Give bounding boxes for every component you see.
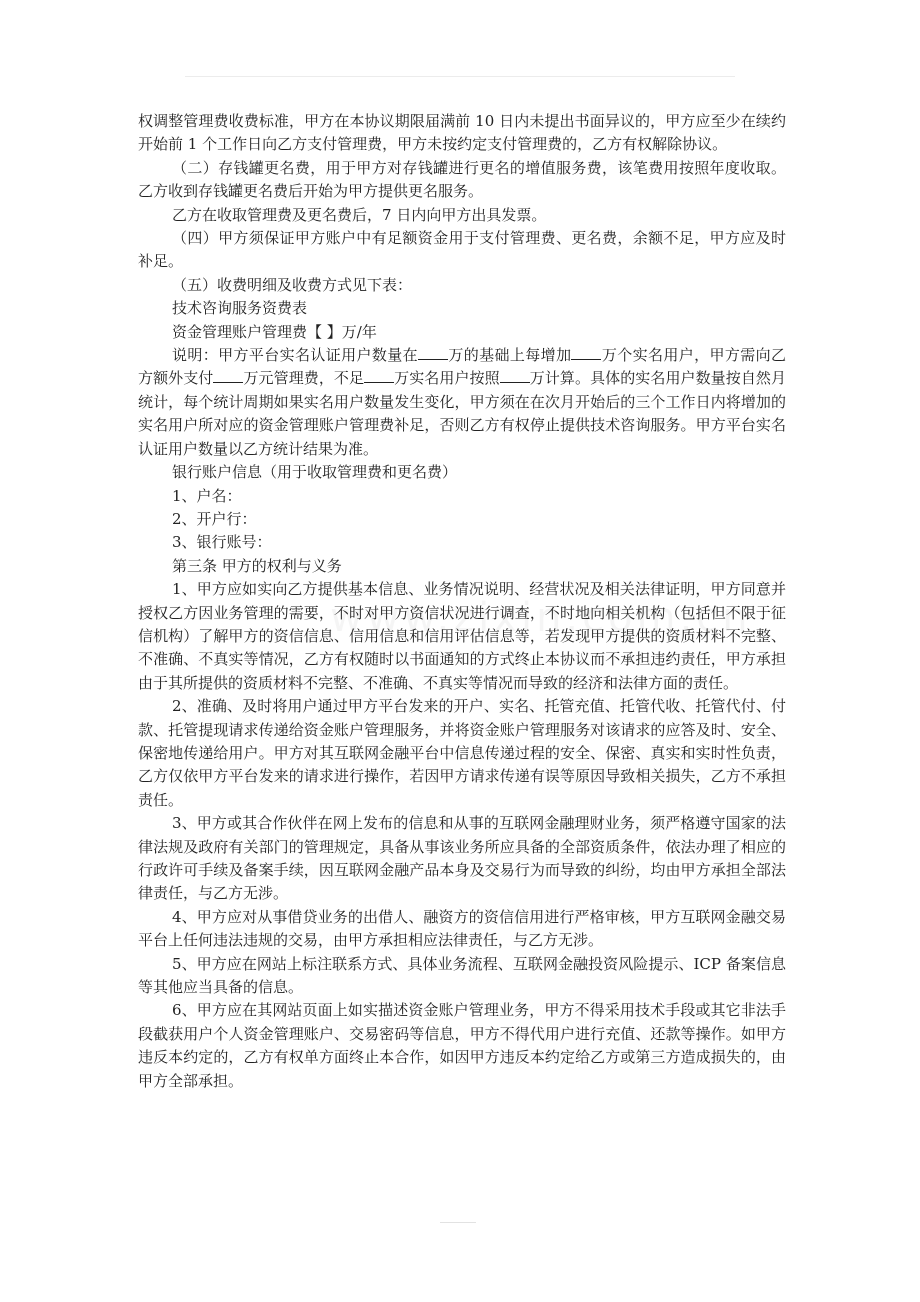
paragraph-0: 权调整管理费收费标准，甲方在本协议期限届满前 10 日内未提出书面异议的，甲方应至少在续约开始前 1 个工作日向乙方支付管理费，甲方未按约定支付管理费的，乙方有权解除协议。 (138, 112, 786, 154)
blank-field (571, 345, 601, 360)
article-heading: 第三条 甲方的权利与义务 (172, 556, 342, 575)
paragraph-17: 5、甲方应在网站上标注联系方式、具体业务流程、互联网金融投资风险提示、ICP 备案信息等其他应当具备的信息。 (138, 954, 786, 997)
blank-field (213, 368, 243, 383)
explanation-segment-5: 万计算。具体的实名用户数量按自然月统计，每个统计周期如果实名用户数量发生变化，甲方须在在次月开始后的三个工作日内将增加的实名用户所对应的资金管理账户管理费补足，否则乙方有权停止提供技术咨询服务。甲方平台实名认证用户数量以乙方统计结果为准。 (138, 369, 786, 458)
document-body (138, 110, 786, 1093)
bank-branch: 2、开户行： (172, 509, 257, 528)
explanation-segment-2: 万个实名用户，甲方需向乙方额外支付 (138, 346, 786, 388)
paragraph-3: （四）甲方须保证甲方账户中有足额资金用于支付管理费、更名费，余额不足，甲方应及时补足。 (138, 229, 786, 271)
explanation-segment-1: 万的基础上每增加 (448, 346, 572, 365)
paragraph-16: 4、甲方应对从事借贷业务的出借人、融资方的资信信用进行严格审核，甲方互联网金融交易平台上任何违法违规的交易，由甲方承担相应法律责任，与乙方无涉。 (138, 907, 786, 950)
paragraph-1: （二）存钱罐更名费，用于甲方对存钱罐进行更名的增值服务费，该笔费用按照年度收取。乙方收到存钱罐更名费后开始为甲方提供更名服务。 (138, 158, 786, 201)
blank-field (364, 368, 394, 383)
blank-field (500, 368, 530, 383)
fee-explanation (138, 344, 786, 461)
fee-line: 资金管理账户管理费【 】万/年 (172, 322, 377, 341)
paragraph-4: （五）收费明细及收费方式见下表： (172, 275, 413, 294)
bank-account-name: 1、户名： (172, 486, 242, 505)
paragraph-15: 3、甲方或其合作伙伴在网上发布的信息和从事的互联网金融理财业务，须严格遵守国家的法律法规及政府有关部门的管理规定，具备从事该业务所应具备的全部资质条件，依法办理了相应的行政许可手续及备案手续，因互联网金融产品本身及交易行为而导致的纠纷，均由甲方承担全部法律责任，与乙方无涉。 (138, 814, 786, 903)
paragraph-18: 6、甲方应在其网站页面上如实描述资金账户管理业务，甲方不得采用技术手段或其它非法手段截获用户个人资金管理账户、交易密码等信息，甲方不得代用户进行充值、还款等操作。如甲方违反本约定的，乙方有权单方面终止本合作，如因甲方违反本约定给乙方或第三方造成损失的，由甲方全部承担。 (138, 1001, 786, 1090)
paragraph-2: 乙方在收取管理费及更名费后，7 日内向甲方出具发票。 (172, 205, 547, 224)
bank-account-number: 3、银行账号： (172, 533, 272, 552)
paragraph-13: 1、甲方应如实向乙方提供基本信息、业务情况说明、经营状况及相关法律证明，甲方同意并授权乙方因业务管理的需要，不时对甲方资信状况进行调查，不时地向相关机构（包括但不限于征信机构）了解甲方的资信信息、信用信息和信用评估信息等，若发现甲方提供的资质材料不完整、不准确、不真实等情况，乙方有权随时以书面通知的方式终止本协议而不承担违约责任，甲方承担由于其所提供的资质材料不完整、不准确、不真实等情况而导致的经济和法律方面的责任。 (138, 580, 786, 692)
footer-rule (440, 1222, 476, 1223)
fee-table-title: 技术咨询服务资费表 (172, 299, 308, 318)
header-rule (185, 76, 735, 77)
explanation-segment-4: 万实名用户按照 (394, 369, 500, 388)
bank-info-heading: 银行账户信息（用于收取管理费和更名费） (172, 463, 458, 482)
explanation-segment-0: 说明：甲方平台实名认证用户数量在 (172, 346, 419, 365)
explanation-segment-3: 万元管理费，不足 (243, 369, 365, 388)
paragraph-14: 2、准确、及时将用户通过甲方平台发来的开户、实名、托管充值、托管代收、托管代付、付款、托管提现请求传递给资金账户管理服务，并将资金账户管理服务对该请求的应答及时、安全、保密地传递给用户。甲方对其互联网金融平台中信息传递过程的安全、保密、真实和实时性负责，乙方仅依甲方平台发来的请求进行操作，若因甲方请求传递有误等原因导致相关损失，乙方不承担责任。 (138, 697, 786, 809)
blank-field (418, 345, 448, 360)
